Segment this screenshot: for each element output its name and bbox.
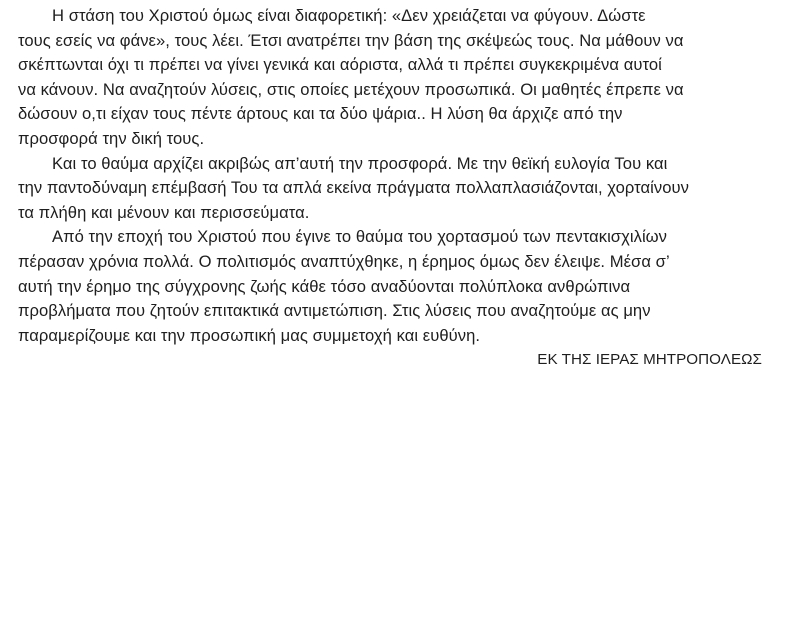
- text-line: τους εσείς να φάνε», τους λέει. Έτσι ανατρέπει την βάση της σκέψεώς τους. Να μάθουν να: [18, 30, 684, 50]
- text-line: Από την εποχή του Χριστού που έγινε το θαύμα του χορτασμού των πεντακισχιλίων: [52, 227, 668, 247]
- text-line: την παντοδύναμη επέμβασή Του τα απλά εκείνα πράγματα πολλαπλασιάζονται, χορταίνουν: [18, 178, 689, 198]
- text-line: πέρασαν χρόνια πολλά. Ο πολιτισμός αναπτύχθηκε, η έρημος όμως δεν έλειψε. Μέσα σ’: [18, 251, 670, 271]
- document-page: [18, 4, 778, 373]
- text-line: προσφορά την δική τους.: [18, 128, 205, 148]
- paragraph-2: [18, 152, 778, 226]
- text-line: Η στάση του Χριστού όμως είναι διαφορετική: «Δεν χρειάζεται να φύγουν. Δώστε: [52, 6, 646, 25]
- text-line: αυτή την έρημο της σύγχρονης ζωής κάθε τόσο αναδύονται πολύπλοκα ανθρώπινα: [18, 276, 631, 296]
- text-line: σκέπτωνται όχι τι πρέπει να γίνει γενικά και αόριστα, αλλά τι πρέπει συγκεκριμένα αυτοί: [18, 55, 662, 75]
- paragraph-1: [18, 4, 778, 152]
- text-line: τα πλήθη και μένουν και περισσεύματα.: [18, 202, 310, 222]
- text-line: να κάνουν. Να αναζητούν λύσεις, στις οποίες μετέχουν προσωπικά. Οι μαθητές έπρεπε να: [18, 79, 684, 99]
- text-line: Και το θαύμα αρχίζει ακριβώς απ’αυτή την προσφορά. Με την θεϊκή ευλογία Του και: [52, 153, 668, 173]
- text-line: παραμερίζουμε και την προσωπική μας συμμετοχή και ευθύνη.: [18, 325, 481, 345]
- paragraph-3: [18, 225, 778, 348]
- text-line: προβλήματα που ζητούν επιτακτικά αντιμετώπιση. Στις λύσεις που αναζητούμε ας μην: [18, 301, 651, 321]
- text-line: δώσουν ο,τι είχαν τους πέντε άρτους και τα δύο ψάρια.. Η λύση θα άρχιζε από την: [18, 104, 623, 124]
- signature: ΕΚ ΤΗΣ ΙΕΡΑΣ ΜΗΤΡΟΠΟΛΕΩΣ: [537, 351, 762, 369]
